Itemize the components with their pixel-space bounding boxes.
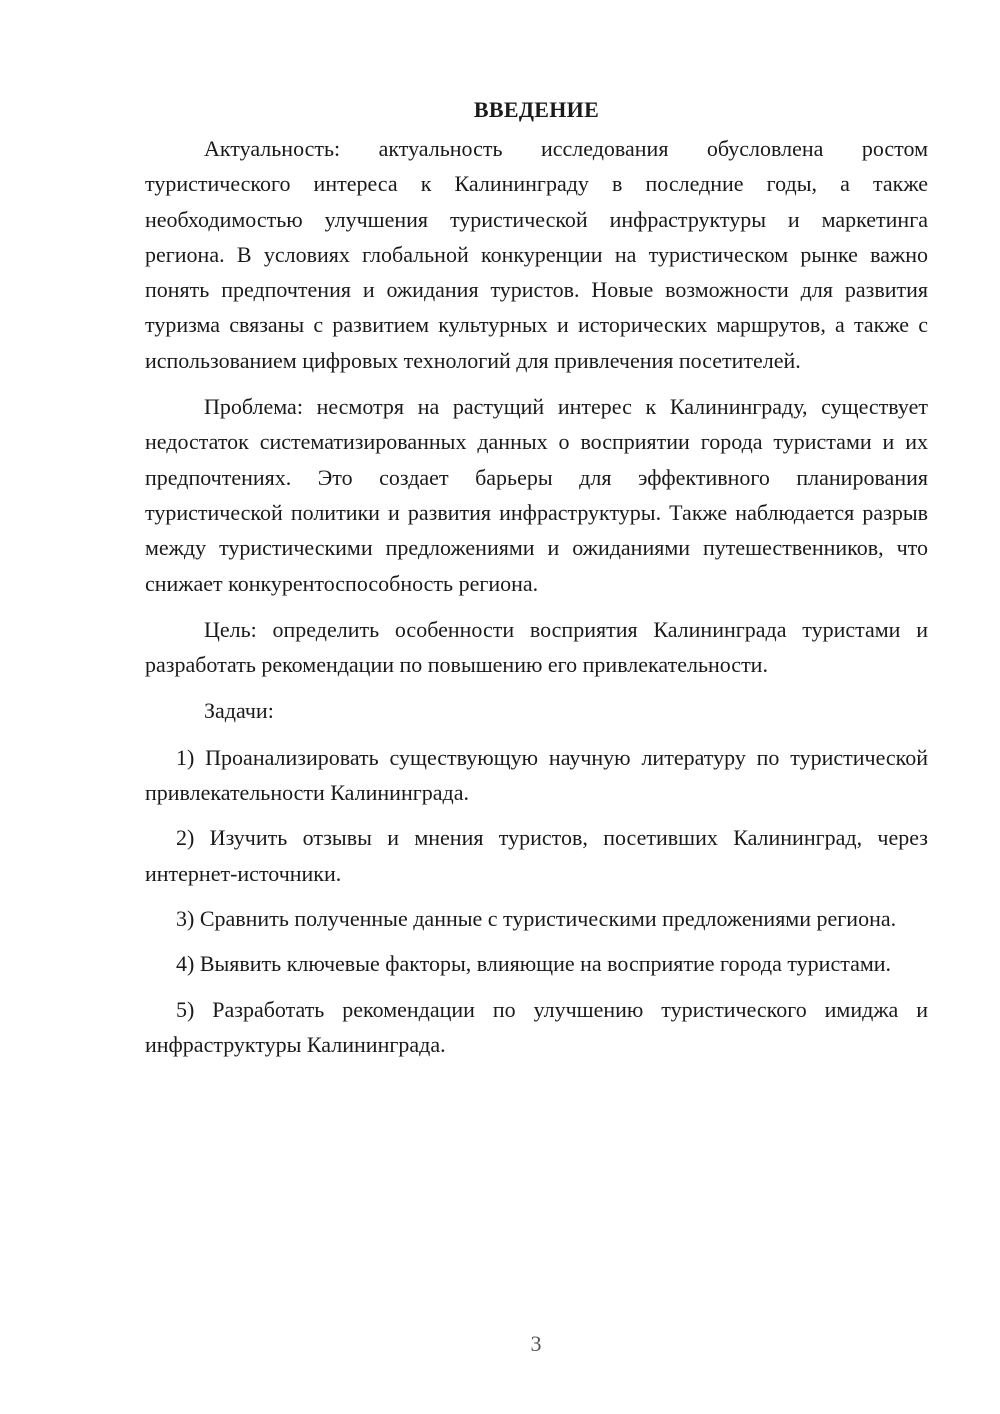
goal-paragraph: Цель: определить особенности восприятия Калининграда туристами и разработать рекомендации по повышению его привлекательности. [145,616,928,678]
relevance-paragraph: Актуальность: актуальность исследования обусловлена ростом туристического интереса к Калининграду в последние годы, а также необходимостью улучшения туристической инфраструктуры и маркетинга региона. В условиях глобальной конкуренции на туристическом рынке важно понять предпочтения и ожидания туристов. Новые возможности для развития туризма связаны с развитием культурных и исторических маршрутов, а также с использованием цифровых технологий для привлечения посетителей. [145,136,928,373]
page-number: 3 [530,1331,542,1356]
task-item: 5) Разработать рекомендации по улучшению туристического имиджа и инфраструктуры Калининграда. [145,996,928,1057]
tasks-heading: Задачи: [204,698,274,724]
task-item: 1) Проанализировать существующую научную литературу по туристической привлекательности Калининграда. [145,744,928,806]
section-title: ВВЕДЕНИЕ [473,97,600,122]
problem-paragraph: Проблема: несмотря на растущий интерес к Калининграду, существует недостаток систематизированных данных о восприятии города туристами и их предпочтениях. Это создает барьеры для эффективного планирования туристической политики и развития инфраструктуры. Также наблюдается разрыв между туристическими предложениями и ожиданиями путешественников, что снижает конкурентоспособность региона. [145,394,928,596]
document-page [145,92,928,1072]
task-item: 3) Сравнить полученные данные с туристическими предложениями региона. [176,905,897,931]
task-item: 4) Выявить ключевые факторы, влияющие на восприятие города туристами. [176,951,892,977]
task-item: 2) Изучить отзывы и мнения туристов, посетивших Калининград, через интернет-источники. [145,825,928,886]
